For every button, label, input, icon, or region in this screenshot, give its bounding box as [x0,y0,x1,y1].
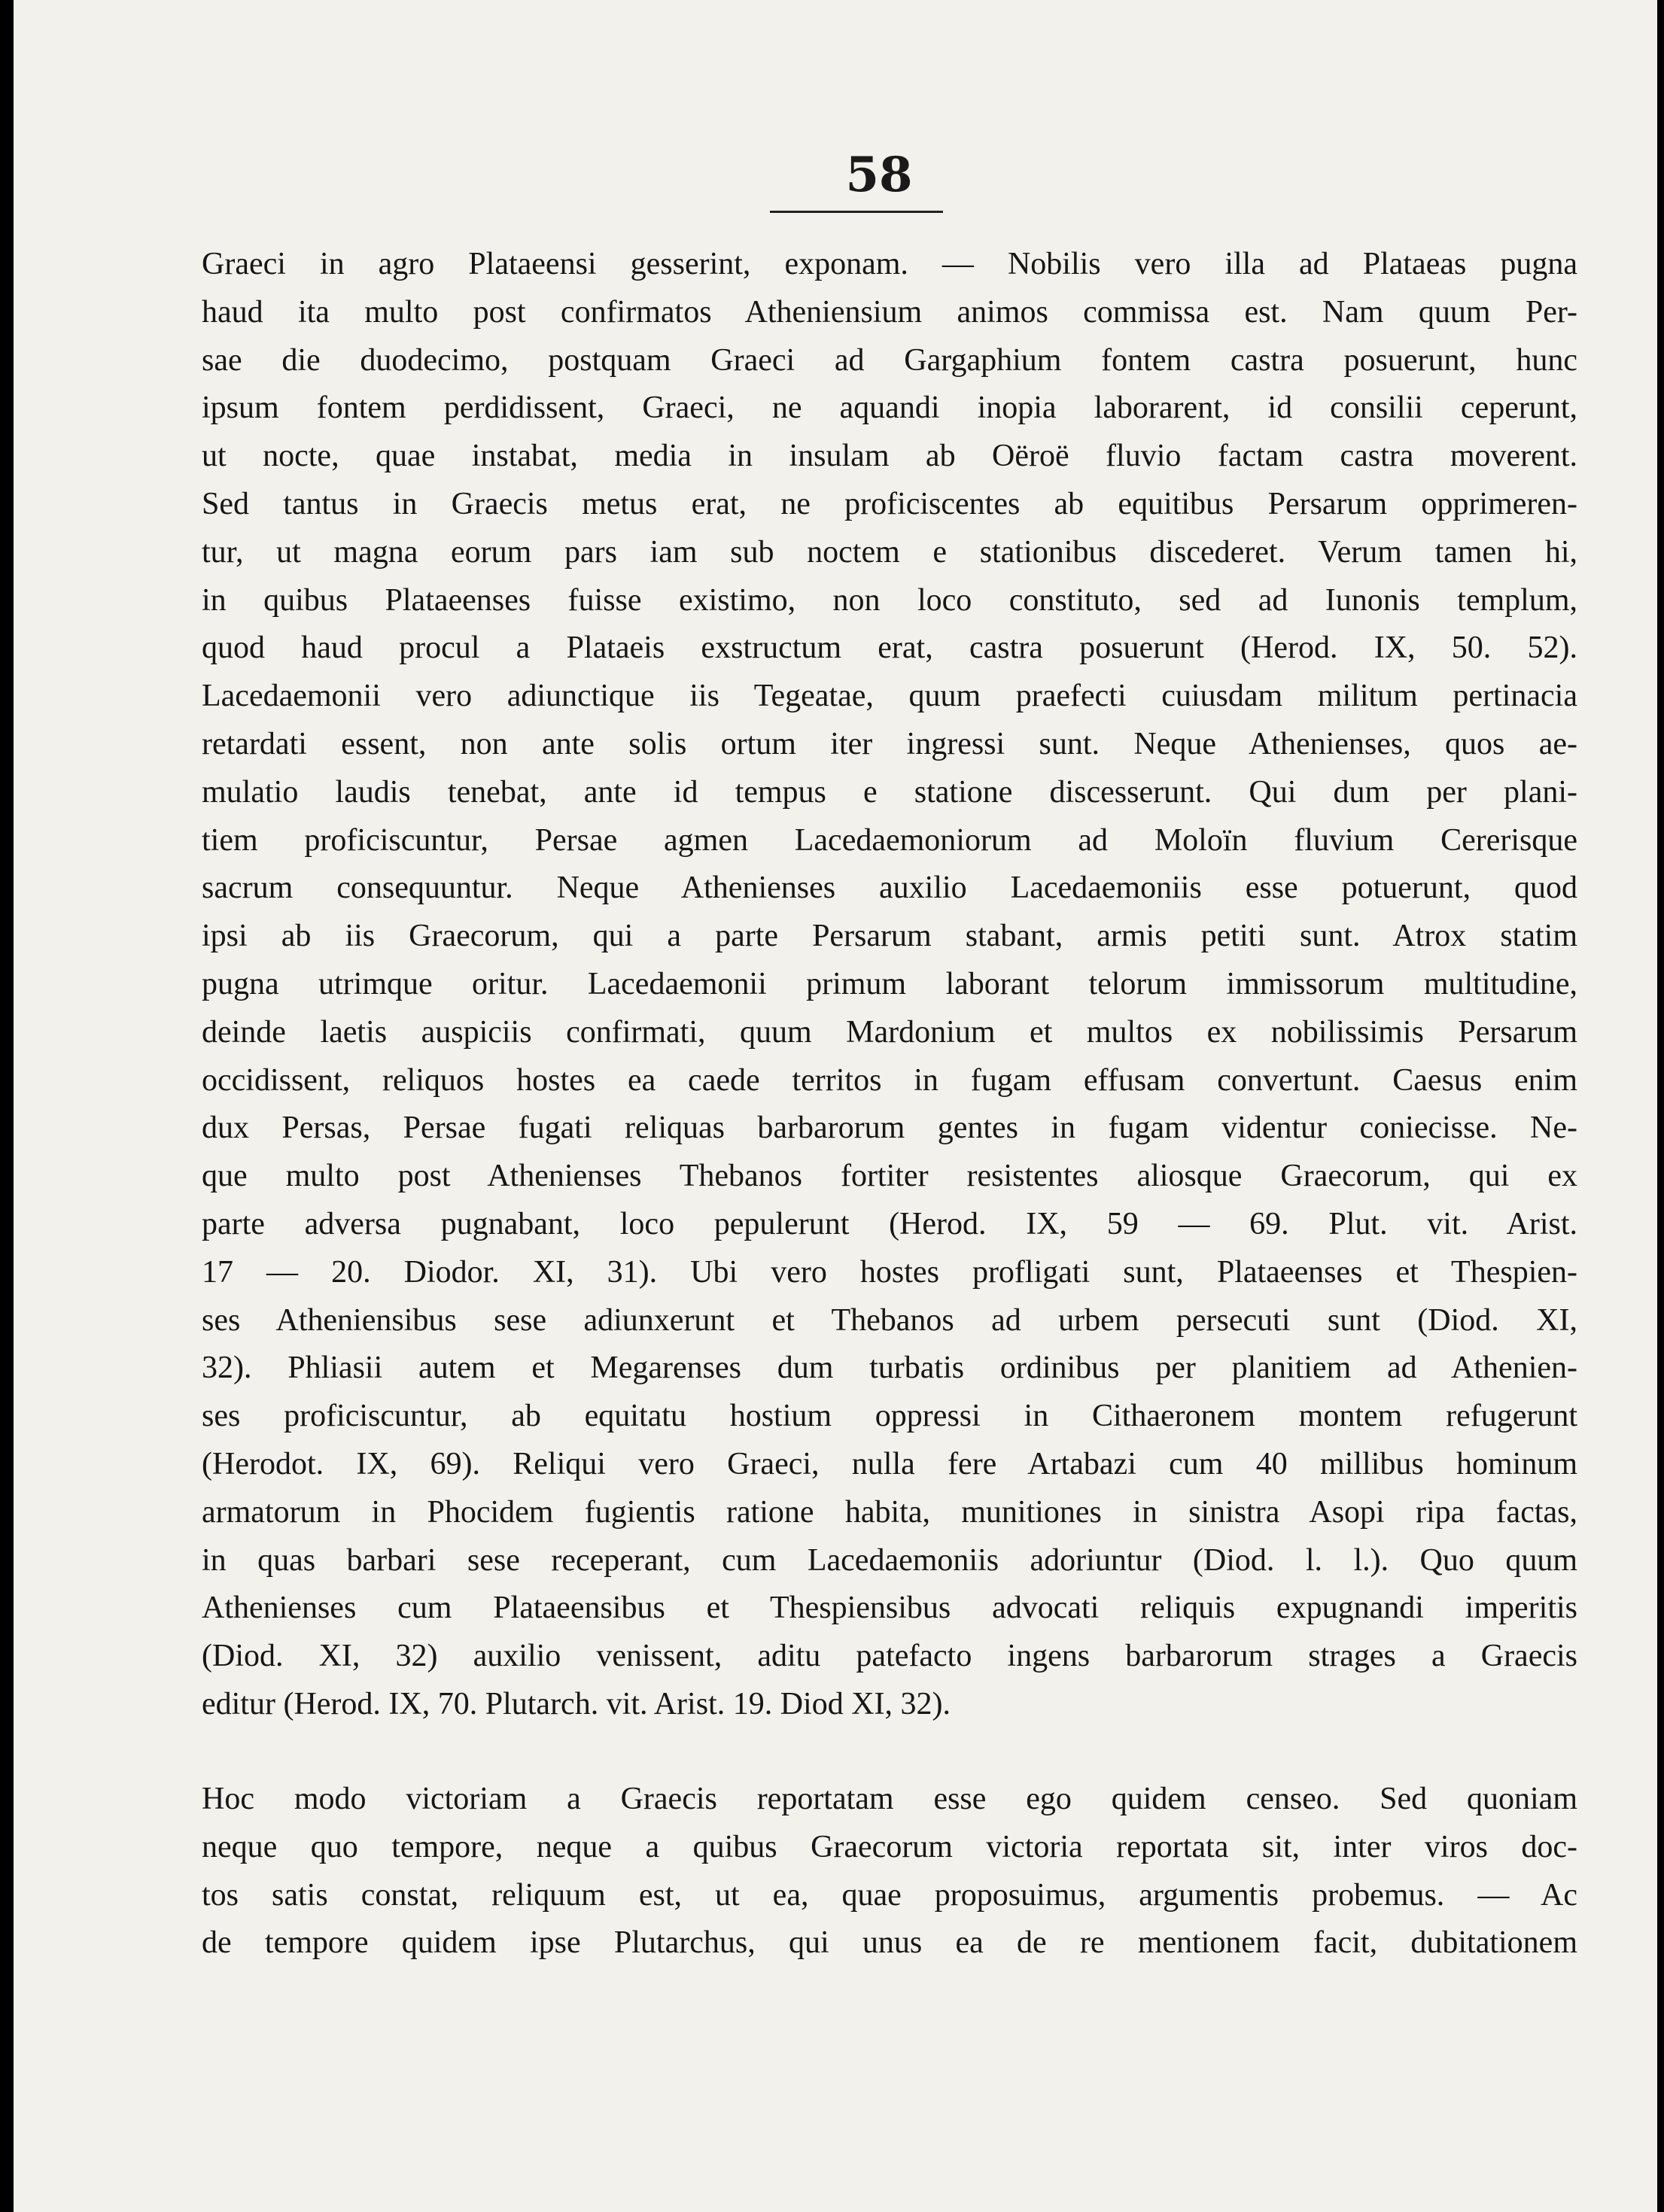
text-line: tur, ut magna eorum pars iam sub noctem e stationibus discederet. Verum tamen hi, [202,534,1577,570]
text-line: haud ita multo post confirmatos Atheniensium animos commissa est. Nam quum Per- [202,294,1577,330]
text-line: (Diod. XI, 32) auxilio venissent, aditu patefacto ingens barbarorum strages a Graecis [202,1639,1577,1674]
text-line: in quibus Plataeenses fuisse existimo, non loco constituto, sed ad Iunonis templum, [202,582,1577,618]
text-line: ses proficiscuntur, ab equitatu hostium oppressi in Cithaeronem montem refugerunt [202,1399,1577,1434]
text-line: armatorum in Phocidem fugientis ratione habita, munitiones in sinistra Asopi ripa factas, [202,1494,1577,1530]
text-line: pugna utrimque oritur. Lacedaemonii primum laborant telorum immissorum multitudine, [202,966,1577,1001]
text-line: ut nocte, quae instabat, media in insulam ab Oëroë fluvio factam castra moverent. [202,439,1577,474]
text-line: retardati essent, non ante solis ortum iter ingressi sunt. Neque Athenienses, quos ae- [202,726,1577,761]
header-rule [770,211,943,213]
text-line: deinde laetis auspiciis confirmati, quum Mardonium et multos ex nobilissimis Persarum [202,1014,1577,1050]
page-number: 58 [845,147,913,203]
text-line: occidissent, reliquos hostes ea caede territos in fugam effusam convertunt. Caesus enim [202,1062,1577,1098]
text-line: parte adversa pugnabant, loco pepulerunt (Herod. IX, 59 — 69. Plut. vit. Arist. [202,1206,1577,1241]
text-line: Sed tantus in Graecis metus erat, ne proficiscentes ab equitibus Persarum opprimeren- [202,486,1577,521]
text-line: in quas barbari sese receperant, cum Lacedaemoniis adoriuntur (Diod. l. l.). Quo quum [202,1542,1577,1578]
text-line: dux Persas, Persae fugati reliquas barbarorum gentes in fugam videntur coniecisse. Ne- [202,1111,1577,1146]
text-line: que multo post Athenienses Thebanos fortiter resistentes aliosque Graecorum, qui ex [202,1159,1577,1194]
text-line: editur (Herod. IX, 70. Plutarch. vit. Arist. 19. Diod XI, 32). [202,1686,951,1721]
text-line: quod haud procul a Plataeis exstructum erat, castra posuerunt (Herod. IX, 50. 52). [202,630,1577,666]
text-line: 17 — 20. Diodor. XI, 31). Ubi vero hostes profligati sunt, Plataeenses et Thespien- [202,1254,1577,1290]
text-line: mulatio laudis tenebat, ante id tempus e statione discesserunt. Qui dum per plani- [202,774,1577,810]
text-line: ipsum fontem perdidissent, Graeci, ne aquandi inopia laborarent, id consilii ceperunt, [202,390,1577,426]
text-line: de tempore quidem ipse Plutarchus, qui unus ea de re mentionem facit, dubitationem [202,1925,1577,1961]
text-line: tos satis constat, reliquum est, ut ea, quae proposuimus, argumentis probemus. — Ac [202,1877,1577,1913]
text-line: 32). Phliasii autem et Megarenses dum turbatis ordinibus per planitiem ad Athenien- [202,1351,1577,1386]
text-line: Hoc modo victoriam a Graecis reportatam esse ego quidem censeo. Sed quoniam [202,1782,1577,1816]
text-line: (Herodot. IX, 69). Reliqui vero Graeci, nulla fere Artabazi cum 40 millibus hominum [202,1446,1577,1481]
paragraph-1 [202,241,1577,1729]
paragraph-2 [202,1776,1577,1967]
text-line: ipsi ab iis Graecorum, qui a parte Persarum stabant, armis petiti sunt. Atrox statim [202,919,1577,954]
text-line: sae die duodecimo, postquam Graeci ad Gargaphium fontem castra posuerunt, hunc [202,342,1577,378]
text-line: sacrum consequuntur. Neque Athenienses auxilio Lacedaemoniis esse potuerunt, quod [202,871,1577,906]
text-line: ses Atheniensibus sese adiunxerunt et Thebanos ad urbem persecuti sunt (Diod. XI, [202,1302,1577,1338]
text-line: Lacedaemonii vero adiunctique iis Tegeatae, quum praefecti cuiusdam militum pertinacia [202,679,1577,714]
text-line: Athenienses cum Plataeensibus et Thespiensibus advocati reliquis expugnandi imperitis [202,1591,1577,1626]
book-page [14,0,1657,2212]
text-line: tiem proficiscuntur, Persae agmen Lacedaemoniorum ad Moloïn fluvium Cererisque [202,822,1577,858]
text-line: neque quo tempore, neque a quibus Graecorum victoria reportata sit, inter viros doc- [202,1829,1577,1864]
text-line: Graeci in agro Plataeensi gesserint, exponam. — Nobilis vero illa ad Plataeas pugna [202,247,1577,281]
